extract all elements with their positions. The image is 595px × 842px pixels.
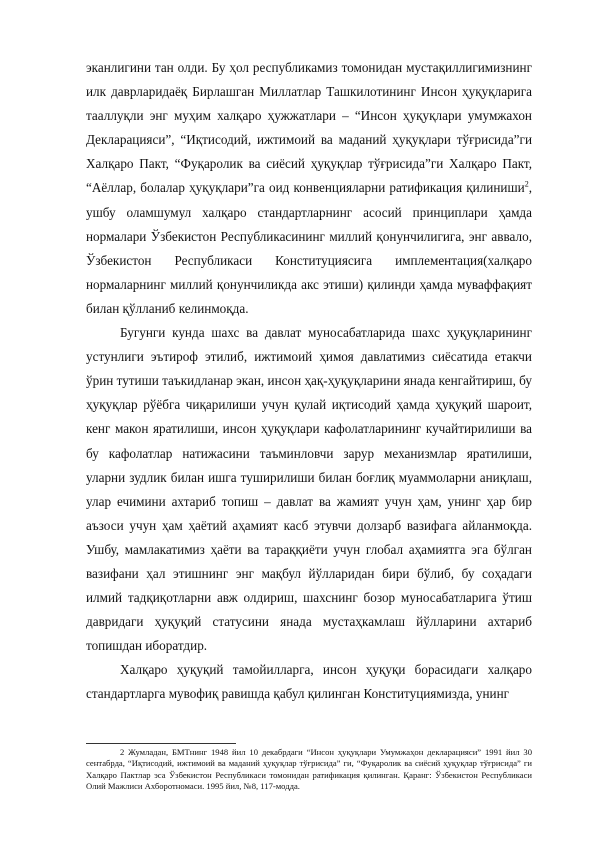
footnote-reference: 2 [524,180,529,190]
footnote-separator [86,743,236,744]
body-text [86,56,532,707]
paragraph-3: Халқаро ҳуқуқий тамойилларга, инсон ҳуқуқи борасидаги халқаро стандартларга мувофиқ равишда қабул қилинган Конституциямизда, унинг [86,662,532,702]
paragraph-1 [86,56,532,321]
paragraph-1-text-start: эканлигини тан олди. Бу ҳол республикамиз томонидан мустақиллигимизнинг илк даврларидаёқ Бирлашган Миллатлар Ташкилотининг Инсон ҳуқуқларига тааллуқли энг муҳим халқаро ҳужжатлари – “Инсон ҳуқуқлари умумжахон Декларацияси”, “Иқтисодий, ижтимоий ва маданий ҳуқуқлари тўғрисида”ги Халқаро Пакт, “Фуқаролик ва сиёсий ҳуқуқлар тўғрисида”ги Халқаро Пакт, “Аёллар, болалар ҳуқуқлари”га оид конвенцияларни ратификация қилиниши [86,60,532,196]
paragraph-2: Бугунги кунда шахс ва давлат муносабатларида шахс ҳуқуқларининг устунлиги эътироф этилиб, ижтимоий ҳимоя давлатимиз сиёсатида етакчи ўрин тутиши таъкидланар экан, инсон ҳақ-ҳуқуқларини янада кенгайтириш, бу ҳуқуқлар рўёбга чиқарилиши учун қулай иқтисодий ҳамда ҳуқуқий шароит, кенг макон яратилиши, инсон ҳуқуқлари кафолатларининг кучайтирилиши ва бу кафолатлар натижасини таъминловчи зарур механизмлар яратилиши, уларни зудлик билан ишга туширилиши билан боғлиқ муаммоларни аниқлаш, улар ечимини ахтариб топиш – давлат ва жамият учун ҳам, унинг ҳар бир аъзоси учун ҳам ҳаётий аҳамият касб этувчи долзарб вазифага айланмоқда. Ушбу, мамлакатимиз ҳаёти ва тараққиёти учун глобал аҳамиятга эга бўлган вазифани ҳал этишнинг энг мақбул йўлларидан бири бўлиб, бу соҳадаги илмий тадқиқотларни авж олдириш, шахснинг бозор муносабатларига ўтиш давридаги ҳуқуқий статусини янада мустаҳкамлаш йўлларини ахтариб топишдан иборатдир. [86,325,532,654]
paragraph-1-text-end: , ушбу оламшумул халқаро стандартларнинг асосий принциплари ҳамда нормалари Ўзбекистон Республикасининг миллий қонунчилигига, энг аввало, Ўзбекистон Республикаси Конституциясига имплементация(халқаро нормаларнинг миллий қонунчиликда акс этиши) қилинди ҳамда муваффақият билан қўлланиб келинмоқда. [86,180,532,316]
footnote: 2 Жумладан, БМТнинг 1948 йил 10 декабрдаги “Инсон ҳуқуқлари Умумжаҳон декларацияси” 1991 йил 30 сентабрда, “Иқтисодий, ижтимоий ва маданий ҳуқуқлар тўғрисида” ги, “Фуқаролик ва сиёсий ҳуқуқлар тўғрисида” ги Халқаро Пактлар эса Ўзбекистон Республикаси томонидан ратификация қилинган. Қаранг: Ўзбекистон Республикаси Олий Мажлиси Ахборотномаси. 1995 йил, №8, 117-модда. [86,747,532,792]
